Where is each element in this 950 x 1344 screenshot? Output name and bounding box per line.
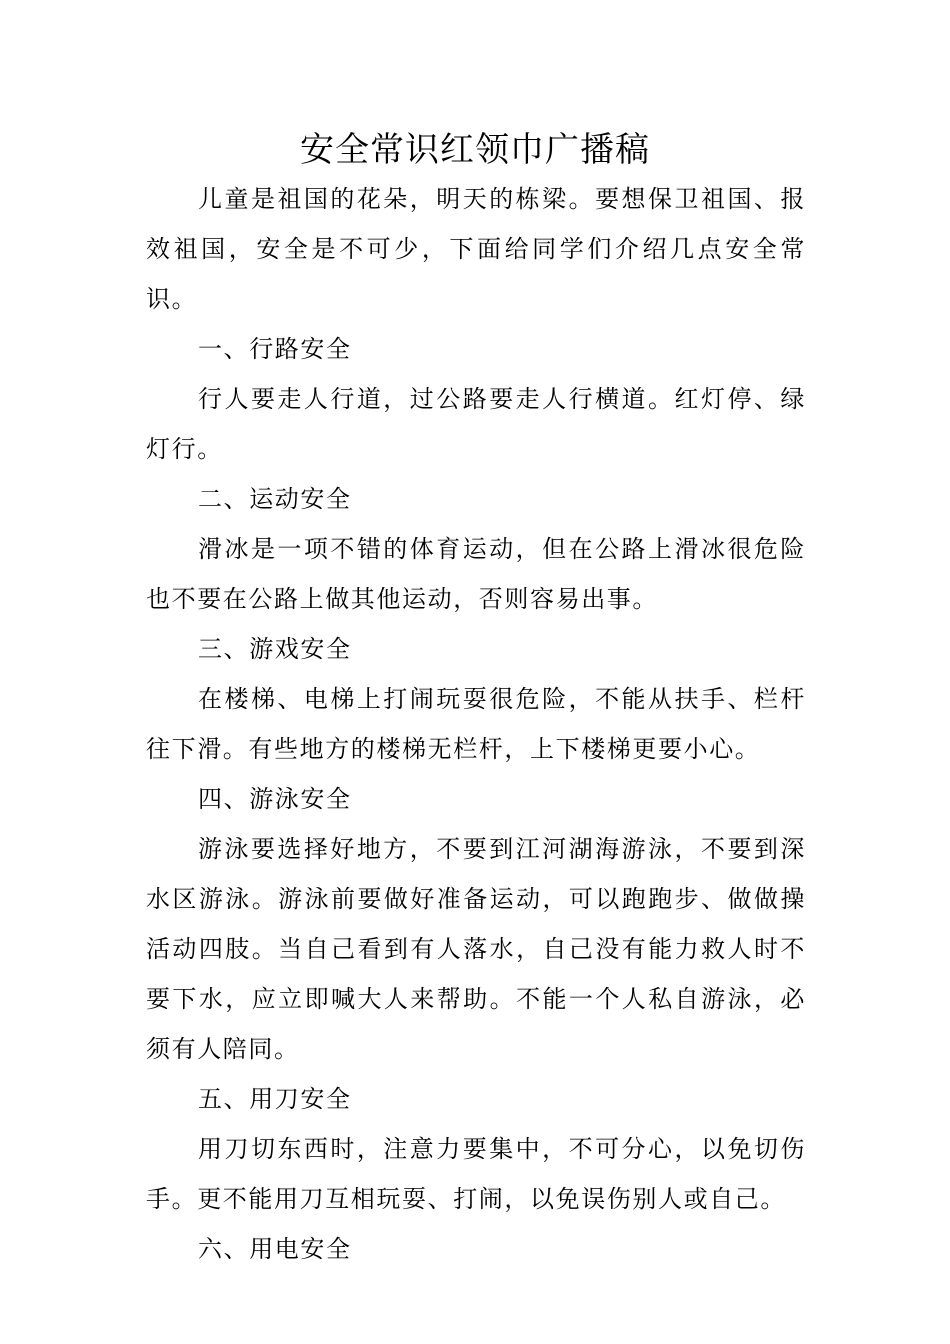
- section-text-walking: 行人要走人行道，过公路要走人行横道。红灯停、绿灯行。: [146, 385, 806, 463]
- section-text-knife: 用刀切东西时，注意力要集中，不可分心，以免切伤手。更不能用刀互相玩耍、打闹，以免误伤别人或自己。: [146, 1135, 806, 1213]
- section-heading-walking: 一、行路安全: [198, 335, 352, 363]
- document-title: 安全常识红领巾广播稿: [300, 130, 650, 170]
- intro-paragraph: 儿童是祖国的花朵，明天的栋梁。要想保卫祖国、报效祖国，安全是不可少，下面给同学们介绍几点安全常识。: [146, 185, 806, 313]
- section-heading-games: 三、游戏安全: [198, 635, 352, 663]
- section-heading-knife: 五、用刀安全: [198, 1085, 352, 1113]
- section-text-games: 在楼梯、电梯上打闹玩耍很危险，不能从扶手、栏杆往下滑。有些地方的楼梯无栏杆，上下楼梯更要小心。: [146, 685, 806, 763]
- section-heading-swimming: 四、游泳安全: [198, 785, 352, 813]
- section-heading-electricity: 六、用电安全: [198, 1235, 352, 1263]
- section-heading-sports: 二、运动安全: [198, 485, 352, 513]
- section-text-sports: 滑冰是一项不错的体育运动，但在公路上滑冰很危险也不要在公路上做其他运动，否则容易出事。: [146, 535, 806, 613]
- document-body: [146, 174, 806, 1274]
- section-text-swimming: 游泳要选择好地方，不要到江河湖海游泳，不要到深水区游泳。游泳前要做好准备运动，可以跑跑步、做做操活动四肢。当自己看到有人落水，自己没有能力救人时不要下水，应立即喊大人来帮助。不能一个人私自游泳，必须有人陪同。: [146, 835, 806, 1063]
